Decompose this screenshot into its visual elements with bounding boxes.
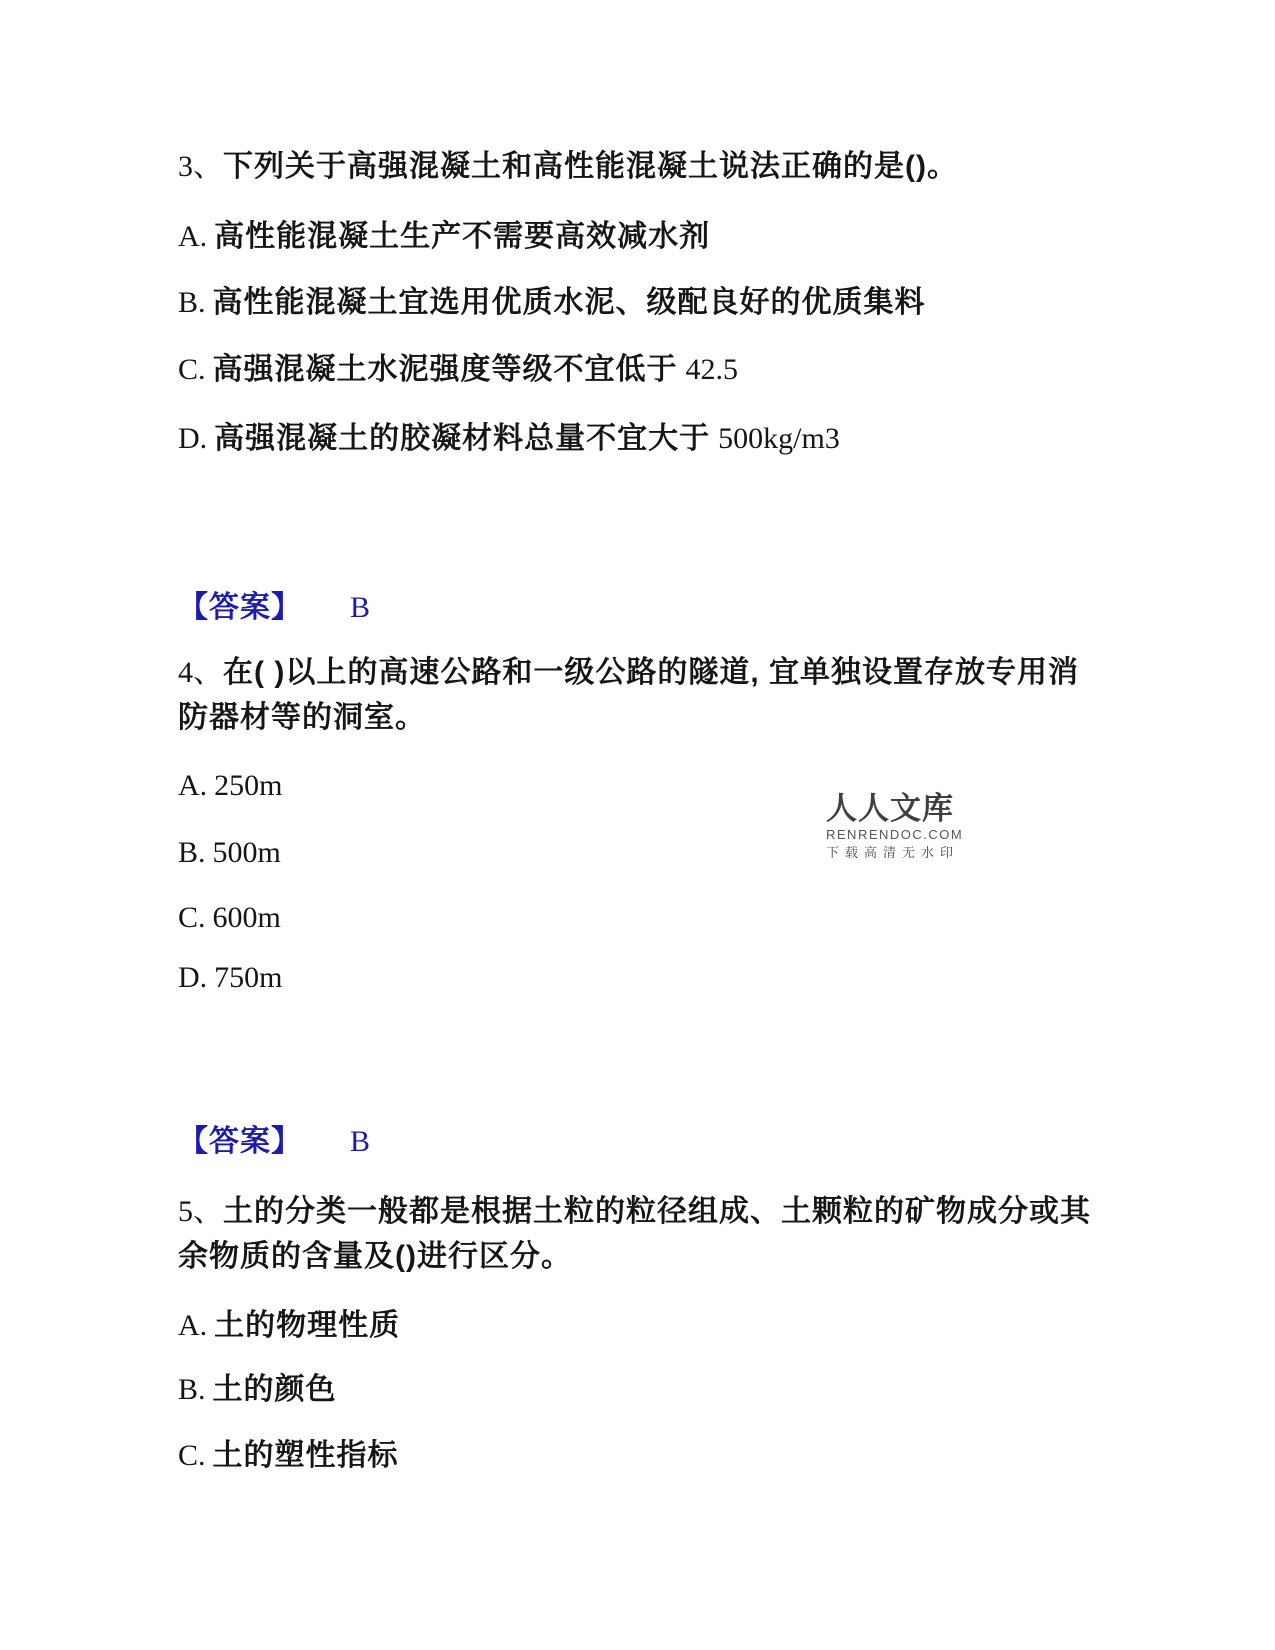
option-suffix: 600m: [212, 901, 281, 934]
question-3-answer: [178, 593, 370, 623]
option-text: 土的塑性指标: [212, 1439, 399, 1472]
option-label: D.: [178, 422, 208, 455]
option-label: C.: [178, 901, 206, 934]
option-label: A.: [178, 1309, 208, 1342]
question-3-option-a: [178, 222, 718, 252]
question-3-title: [178, 152, 958, 182]
option-label: B.: [178, 836, 206, 869]
option-label: D.: [178, 961, 208, 994]
option-text: 高强混凝土的胶凝材料总量不宜大于: [214, 422, 711, 455]
question-5-option-b: [178, 1375, 345, 1405]
question-5-title: [178, 1189, 1096, 1279]
option-label: B.: [178, 1373, 206, 1406]
option-label: B.: [178, 286, 206, 319]
question-4-text: 在( )以上的高速公路和一级公路的隧道, 宜单独设置存放专用消防器材等的洞室。: [178, 656, 1079, 734]
option-suffix: 42.5: [685, 353, 739, 386]
answer-value: B: [350, 591, 371, 624]
answer-label: 【答案】: [178, 1125, 302, 1158]
watermark-domain: RENRENDOC.COM: [826, 827, 964, 842]
watermark: [826, 791, 964, 860]
question-5-number: 5、: [178, 1195, 223, 1228]
answer-label: 【答案】: [178, 591, 302, 624]
question-4-number: 4、: [178, 656, 223, 689]
option-suffix: 250m: [214, 769, 283, 802]
option-text: 土的物理性质: [214, 1309, 401, 1342]
question-4-option-c: [178, 903, 281, 933]
question-3-text: 下列关于高强混凝土和高性能混凝土说法正确的是()。: [223, 150, 958, 183]
question-3-number: 3、: [178, 150, 223, 183]
question-4-title: [178, 650, 1096, 740]
question-4-option-d: [178, 963, 283, 993]
option-text: 土的颜色: [212, 1373, 337, 1406]
question-3-option-d: [178, 424, 840, 454]
option-suffix: 500m: [212, 836, 281, 869]
question-5-option-a: [178, 1311, 408, 1341]
option-label: A.: [178, 220, 208, 253]
option-text: 高性能混凝土生产不需要高效减水剂: [214, 220, 711, 253]
question-4-answer: [178, 1127, 370, 1157]
option-text: 高性能混凝土宜选用优质水泥、级配良好的优质集料: [212, 286, 926, 319]
option-label: A.: [178, 769, 208, 802]
option-text: 高强混凝土水泥强度等级不宜低于: [212, 353, 678, 386]
question-4-option-b: [178, 838, 281, 868]
question-5-text: 土的分类一般都是根据土粒的粒径组成、土颗粒的矿物成分或其余物质的含量及()进行区分。: [178, 1195, 1091, 1273]
option-label: C.: [178, 353, 206, 386]
watermark-tagline: 下载高清无水印: [826, 845, 960, 860]
question-3-option-b: [178, 288, 934, 318]
option-suffix: 500kg/m3: [718, 422, 840, 455]
question-4-option-a: [178, 771, 283, 801]
watermark-logo-text: 人人文库: [826, 791, 954, 826]
question-5-option-c: [178, 1441, 407, 1471]
question-3-option-c: [178, 355, 738, 385]
answer-value: B: [350, 1125, 371, 1158]
option-label: C.: [178, 1439, 206, 1472]
option-suffix: 750m: [214, 961, 283, 994]
